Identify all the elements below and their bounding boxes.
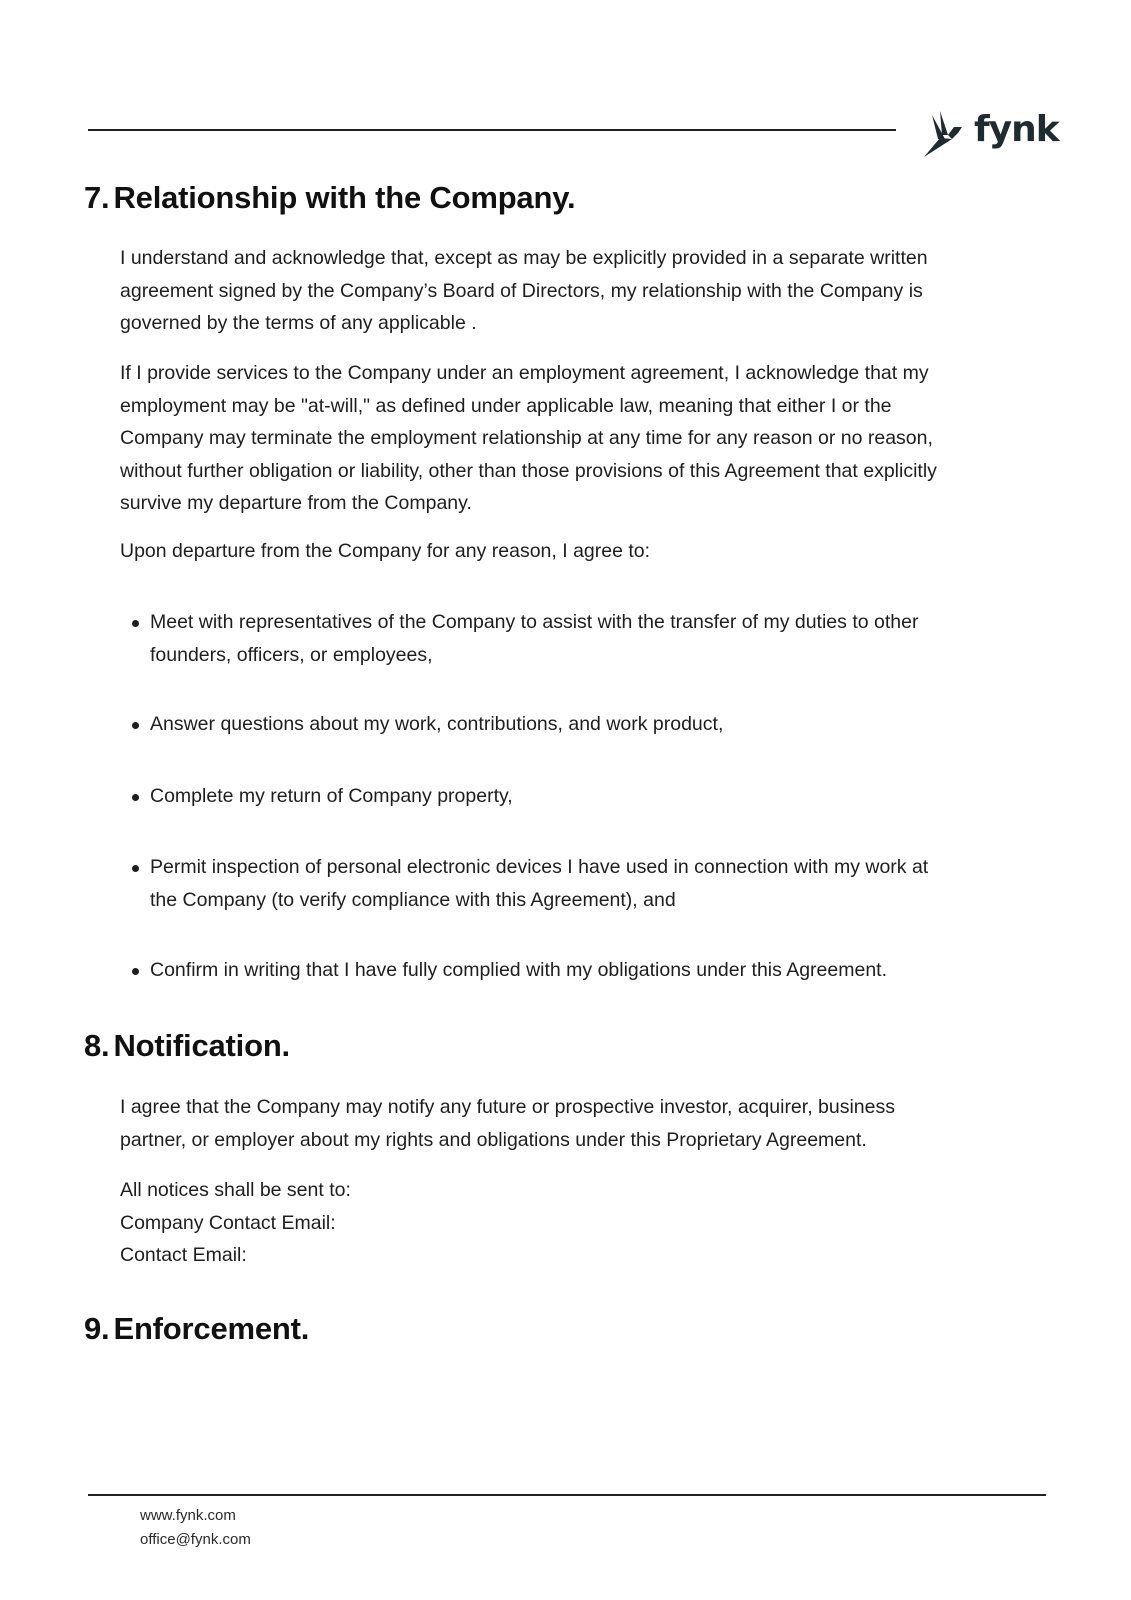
section-7-paragraph-3: Upon departure from the Company for any reason, I agree to: [120,540,651,562]
footer-email-link[interactable]: office@fynk.com [140,1531,251,1548]
text-line: partner, or employer about my rights and obligations under this Proprietary Agreement. [120,1128,867,1151]
text-line: Permit inspection of personal electronic devices I have used in connection with my work at [150,856,929,878]
text-line: I understand and acknowledge that, except as may be explicitly provided in a separate written [120,247,928,269]
header-divider [88,129,896,131]
text-line: survive my departure from the Company. [120,492,472,514]
list-item [120,851,1045,916]
bullet-icon [132,620,139,627]
footer-website-link[interactable]: www.fynk.com [140,1507,236,1524]
section-title: Enforcement. [113,1311,310,1346]
section-8-paragraph-1 [120,1091,1045,1156]
section-number: 9. [84,1311,110,1346]
section-number: 7. [84,180,110,215]
section-8-heading [84,1028,290,1064]
section-8-notices [120,1174,1045,1272]
text-line: the Company (to verify compliance with this Agreement), and [150,888,676,911]
text-line: founders, officers, or employees, [150,643,433,666]
text-line: employment may be "at-will," as defined under applicable law, meaning that either I or the [120,394,892,417]
section-title: Relationship with the Company. [113,180,576,215]
bullet-icon [132,968,139,975]
list-item [120,780,1045,813]
brand-logo [918,105,1059,159]
section-7-heading [84,180,575,216]
text-line: Company Contact Email: [120,1211,336,1234]
text-line: If I provide services to the Company under an employment agreement, I acknowledge that my [120,362,929,384]
list-item [120,606,1045,671]
text-line: Company may terminate the employment relationship at any time for any reason or no reason, [120,427,933,449]
text-line: Complete my return of Company property, [150,785,513,807]
text-line: governed by the terms of any applicable . [120,312,477,334]
section-9-heading [84,1311,309,1347]
section-title: Notification. [113,1028,290,1063]
bird-icon [918,105,972,159]
list-item [120,954,1045,987]
section-7-paragraph-1 [120,242,1045,340]
text-line: Answer questions about my work, contributions, and work product, [150,713,724,735]
footer-divider [88,1494,1046,1496]
section-number: 8. [84,1028,110,1063]
text-line: Contact Email: [120,1244,247,1266]
text-line: without further obligation or liability, other than those provisions of this Agreement that explicitly [120,459,937,482]
text-line: agreement signed by the Company’s Board of Directors, my relationship with the Company is [120,279,923,302]
text-line: All notices shall be sent to: [120,1179,351,1201]
section-7-paragraph-2 [120,357,1045,520]
text-line: I agree that the Company may notify any future or prospective investor, acquirer, business [120,1096,895,1118]
bullet-icon [132,722,139,729]
bullet-icon [132,865,139,872]
logo-wordmark: fynk [974,109,1059,150]
bullet-icon [132,794,139,801]
text-line: Confirm in writing that I have fully complied with my obligations under this Agreement. [150,959,888,981]
text-line: Meet with representatives of the Company to assist with the transfer of my duties to other [150,611,919,633]
list-item [120,708,1045,741]
